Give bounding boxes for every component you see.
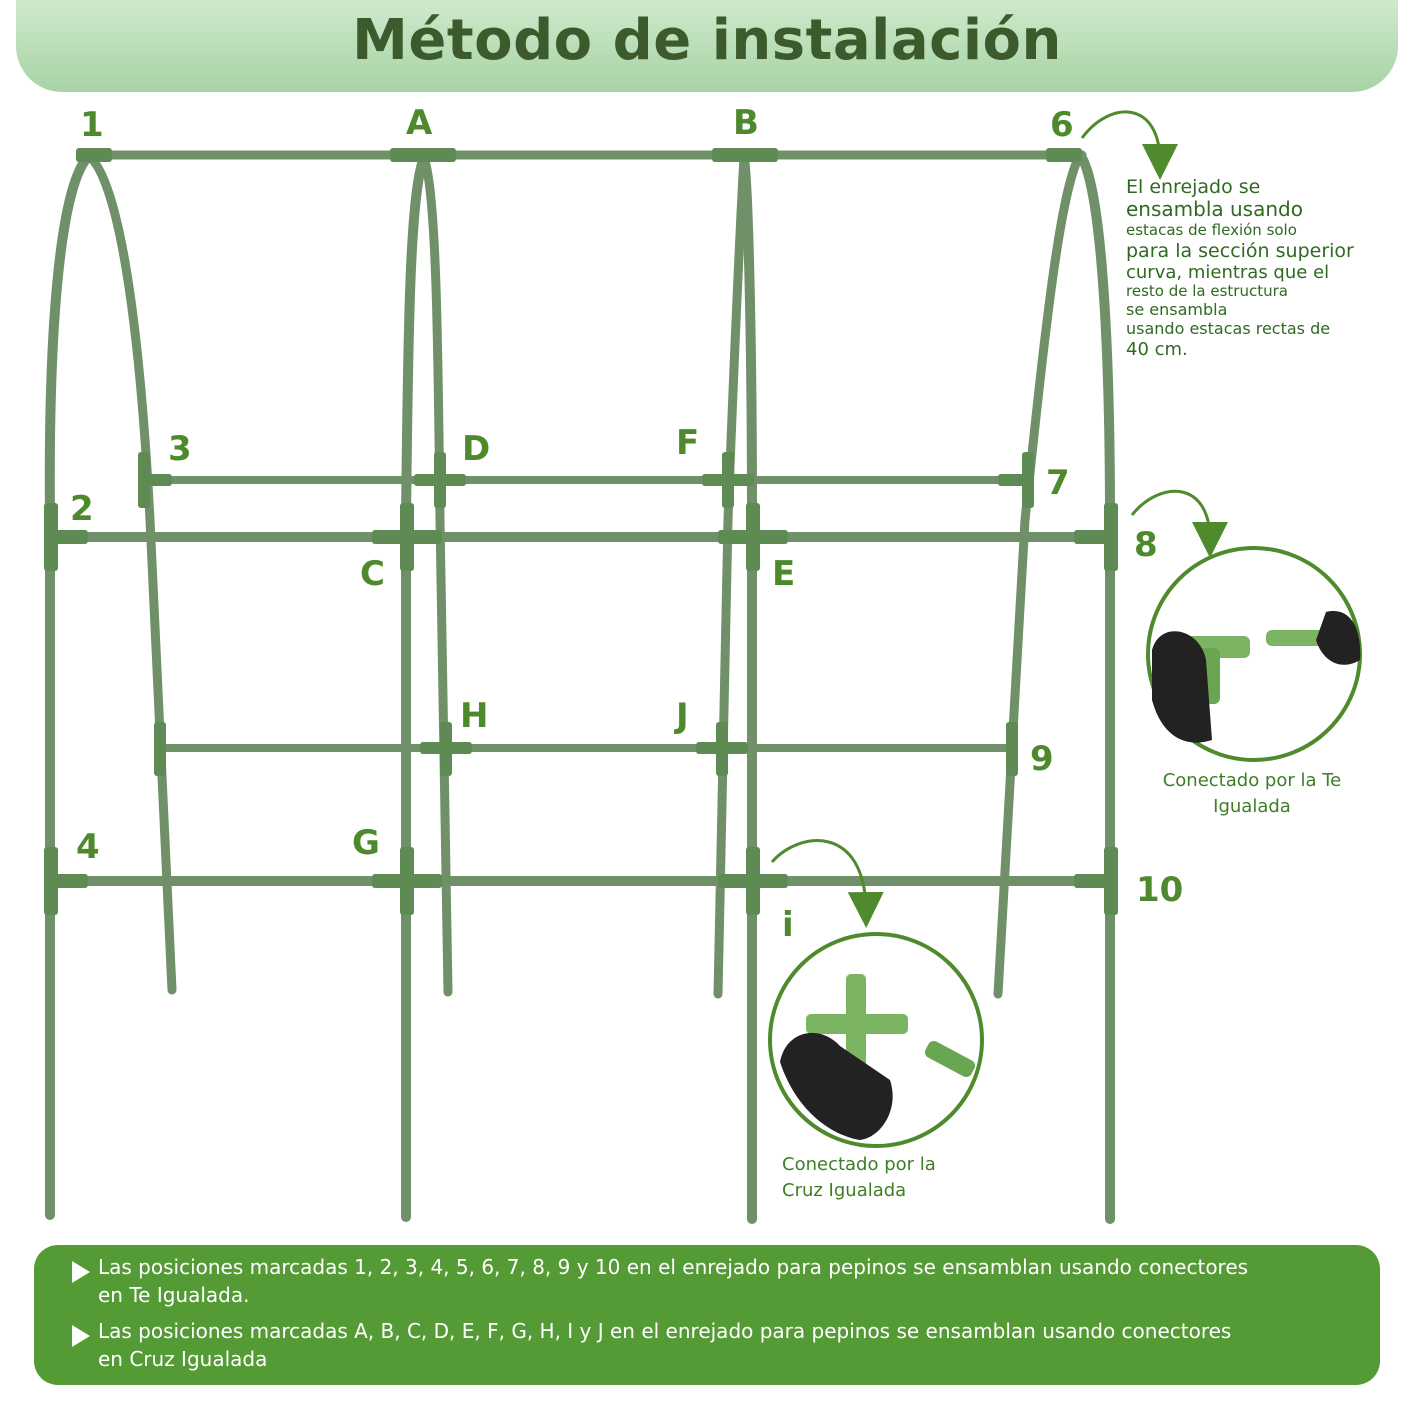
note-line: ensambla usando <box>1126 197 1303 222</box>
label-f: F <box>676 423 700 463</box>
rear-hoop-b <box>718 158 744 994</box>
rear-hoops <box>88 155 1080 994</box>
note-line: se ensambla <box>1126 300 1228 320</box>
cross-connector-e-arm <box>718 530 788 544</box>
play-icon <box>72 1325 90 1347</box>
label-10: 10 <box>1136 870 1184 910</box>
tee-connector-7-arm <box>998 474 1026 486</box>
note-line: para la sección superior <box>1126 239 1354 262</box>
label-8: 8 <box>1134 525 1158 565</box>
note-line: 40 cm. <box>1126 338 1188 360</box>
tee-connector-1 <box>76 148 112 162</box>
label-4: 4 <box>76 827 100 867</box>
front-hoop-1 <box>50 155 90 1215</box>
front-hoop-6 <box>1080 155 1110 1219</box>
front-hoop-a <box>406 158 424 1217</box>
label-h: H <box>460 696 489 736</box>
bullet-tee-line1: Las posiciones marcadas 1, 2, 3, 4, 5, 6, 7, 8, 9 y 10 en el enrejado para pepinos se ensamblan usando conectores <box>98 1255 1249 1279</box>
play-icon <box>72 1261 90 1283</box>
label-6: 6 <box>1050 105 1074 145</box>
cross-connector-d-arm <box>414 474 466 486</box>
label-2: 2 <box>70 489 94 529</box>
tee-connector-9 <box>1006 722 1018 776</box>
label-g: G <box>352 823 380 863</box>
bullet-cross <box>98 1317 1348 1373</box>
rear-hoop-a <box>424 158 448 992</box>
cross-connector-i-arm <box>718 874 788 888</box>
note-line: estacas de flexión solo <box>1126 221 1297 239</box>
cross-connector-f-arm <box>702 474 754 486</box>
rear-hoop-1 <box>88 155 172 990</box>
tee-connector-4-arm <box>52 874 88 888</box>
label-c: C <box>360 554 385 594</box>
label-d: D <box>462 429 491 469</box>
tee-connector-6 <box>1046 148 1082 162</box>
cross-detail-caption <box>782 1152 1002 1204</box>
label-7: 7 <box>1046 463 1070 503</box>
bullet-tee-line2: en Te Igualada. <box>98 1283 250 1307</box>
tee-connector-3-arm <box>144 474 172 486</box>
label-3: 3 <box>168 429 192 469</box>
bullet-tee <box>98 1253 1348 1309</box>
cross-detail-circle <box>770 934 982 1146</box>
label-1: 1 <box>80 105 104 145</box>
note-line: usando estacas rectas de <box>1126 318 1331 338</box>
page-title: Método de instalación <box>352 8 1062 73</box>
tee-connector-10-arm <box>1074 874 1110 888</box>
label-b: B <box>733 103 759 143</box>
tee-detail-circle <box>1148 548 1360 760</box>
cross-connector-g-arm <box>372 874 442 888</box>
label-a: A <box>406 103 433 143</box>
note-line: resto de la estructura <box>1126 282 1288 301</box>
label-i: i <box>782 905 794 945</box>
rear-bars <box>146 480 1028 748</box>
tee-connectors <box>44 148 1118 915</box>
bullet-cross-line1: Las posiciones marcadas A, B, C, D, E, F, G, H, I y J en el enrejado para pepinos se ensamblan usando conectores <box>98 1319 1232 1343</box>
tee-detail-caption <box>1148 768 1356 820</box>
tee-caption-line2: Igualada <box>1213 796 1291 818</box>
label-9: 9 <box>1030 739 1054 779</box>
front-bars <box>50 537 1110 881</box>
cross-connector-c-arm <box>372 530 442 544</box>
tee-connector-2-arm <box>52 530 88 544</box>
label-e: E <box>772 554 796 594</box>
tee-caption-line1: Conectado por la Te <box>1162 770 1342 791</box>
cross-connector-j-arm <box>696 742 748 754</box>
assembly-note <box>1126 176 1398 360</box>
note-line: curva, mientras que el <box>1126 262 1330 284</box>
cross-caption-line1: Conectado por la <box>782 1154 936 1175</box>
rear-hoop-6 <box>998 155 1080 994</box>
footer-instructions <box>34 1245 1380 1385</box>
cross-connector-b <box>712 148 778 162</box>
label-j: J <box>676 696 689 736</box>
front-hoop-b <box>744 158 752 1219</box>
cross-connector-a <box>390 148 456 162</box>
cross-caption-line2: Cruz Igualada <box>782 1180 907 1202</box>
note-line: El enrejado se <box>1126 176 1261 198</box>
arrow-to-note <box>1082 112 1160 162</box>
bullet-cross-line2: en Cruz Igualada <box>98 1347 268 1371</box>
tee-connector-rear-left-lower <box>154 722 166 776</box>
cross-connector-h-arm <box>420 742 472 754</box>
tee-connector-8-arm <box>1074 530 1110 544</box>
